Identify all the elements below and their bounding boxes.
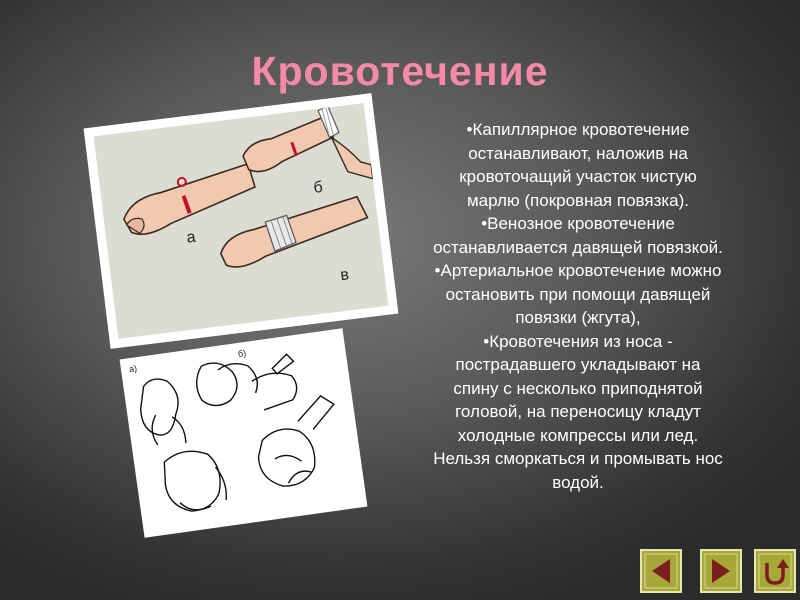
paragraph-nosebleed: •Кровотечения из носа - пострадавшего укладывают на спину с несколько приподнятой головой, на переносицу кладут холодные компрессы или лед. Нельзя сморкаться и промывать нос водой.	[433, 331, 723, 492]
paragraph-capillary: •Капиллярное кровотечение останавливают, наложив на кровоточащий участок чистую марлю (покровная повязка).	[459, 120, 697, 210]
nosebleed-illustration	[120, 328, 368, 538]
arm-drawings	[94, 103, 389, 339]
slide-title: Кровотечение	[251, 48, 549, 94]
return-button[interactable]	[754, 549, 796, 593]
nosebleed-sketches	[120, 328, 368, 538]
next-arrow-icon	[700, 549, 742, 593]
return-icon	[754, 549, 796, 593]
paragraph-venous: •Венозное кровотечение останавливается давящей повязкой.	[433, 214, 723, 257]
bandage-illustration	[84, 93, 399, 349]
next-slide-button[interactable]	[700, 549, 742, 593]
figure2-label-b: б)	[237, 347, 247, 359]
paragraph-arterial: •Артериальное кровотечение можно остановить при помощи давящей повязки (жгута),	[434, 261, 722, 327]
figure-label-b: б	[312, 178, 324, 197]
prev-arrow-icon	[640, 549, 682, 593]
figure-label-v: в	[339, 266, 350, 285]
figure2-label-a: а)	[128, 363, 138, 375]
slide-body-text	[376, 118, 780, 494]
figure-label-a: а	[185, 228, 197, 247]
prev-slide-button[interactable]	[640, 549, 682, 593]
